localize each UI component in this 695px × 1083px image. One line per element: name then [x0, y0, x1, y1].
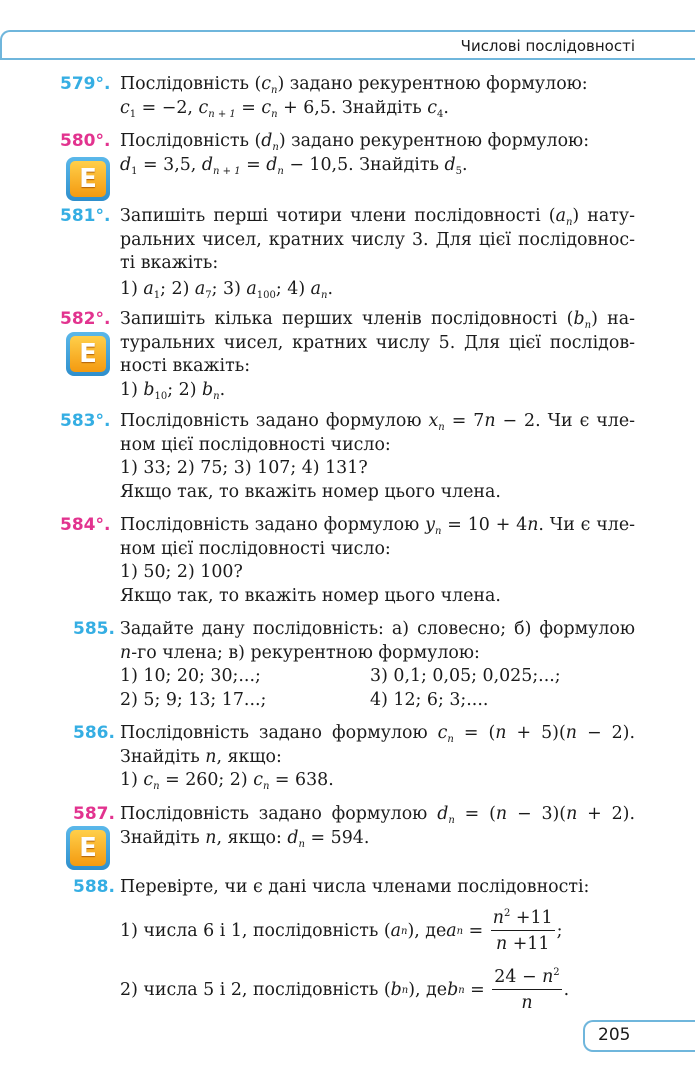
problem-text: Послідовність задано формулою $x_n = 7n - 2$. Чи є чле- ном цієї послідовності число: 1) 33; 2) 75; 3) 107; 4) 131? Якщо так, то вкажіть номер цього члена. [120, 411, 635, 502]
problem-number: 579°. [60, 74, 111, 94]
fraction-2: $\frac{24 - n^2}{n}$ [494, 967, 560, 1014]
page-number: 205 [598, 1025, 631, 1045]
problem-number: 585. [73, 619, 115, 639]
e-level-badge: E [66, 332, 110, 376]
problem-text: Послідовність $(c_n)$ задано рекурентною формулою: $c_1 = -2$, $c_{n + 1} = c_n + 6,5$. Знайдіть $c_4$. [120, 74, 588, 120]
problem-number: 580°. [60, 131, 111, 151]
problem-number: 587. [73, 804, 115, 824]
problem-text: Послідовність задано формулою $c_n = (n + 5)(n - 2)$. Знайдіть n, якщо: 1) $c_n = 260$; 2) $c_n = 638$. [120, 723, 635, 793]
problem-number: 584°. [60, 515, 111, 535]
problem-text: Послідовність задано формулою $d_n = (n - 3)(n + 2)$. Знайдіть n, якщо: $d_n = 594$. [120, 804, 635, 850]
problem-text: Послідовність задано формулою $y_n = 10 + 4n$. Чи є чле- ном цієї послідовності число: 1) 50; 2) 100? Якщо так, то вкажіть номер цього члена. [120, 515, 635, 606]
problem-number: 588. [73, 877, 115, 897]
problem-number: 586. [73, 723, 115, 743]
problem-text: Запишіть кілька перших членів послідовності $(b_n)$ на- туральних чисел, кратних числу 5. Для цієї послідов- ності вкажіть: 1) $b_{10}$; 2) $b_n$. [120, 309, 635, 402]
problem-text: Перевірте, чи є дані числа членами послідовності: 1) числа 6 і 1, послідовність ( a n ), де a n = $\frac{n^2 +11}{n +11}$ ; 2) числа 5 і 2, послідовність ( b n ), де b n = $\frac{24 - n^2}{n}$ . [120, 876, 635, 1020]
problem-text: Запишіть перші чотири члени послідовності $(a_n)$ нату- ральних чисел, кратних числу 3. Для цієї послідовнос- ті вкажіть: 1) $a_1$; 2) $a_7$; 3) $a_{100}$; 4) $a_n$. [120, 206, 635, 301]
problem-text: Задайте дану послідовність: а) словесно; б) формулою n-го члена; в) рекурентною формулою: 1) 10; 20; 30;...; 3) 0,1; 0,05; 0,025;...; 2) 5; 9; 13; 17...; 4) 12; 6; 3;.... [120, 619, 635, 710]
e-level-badge: E [66, 826, 110, 870]
e-level-badge: E [66, 157, 110, 201]
problem-number: 583°. [60, 411, 111, 431]
problem-number: 582°. [60, 309, 111, 329]
problem-number: 581°. [60, 206, 111, 226]
page-header-title: Числові послідовності [460, 37, 635, 55]
problem-text: Послідовність $(d_n)$ задано рекурентною формулою: $d_1 = 3,5$, $d_{n + 1} = d_n - 10,5$. Знайдіть $d_5$. [120, 131, 590, 177]
fraction-1: $\frac{n^2 +11}{n +11}$ [492, 908, 553, 955]
